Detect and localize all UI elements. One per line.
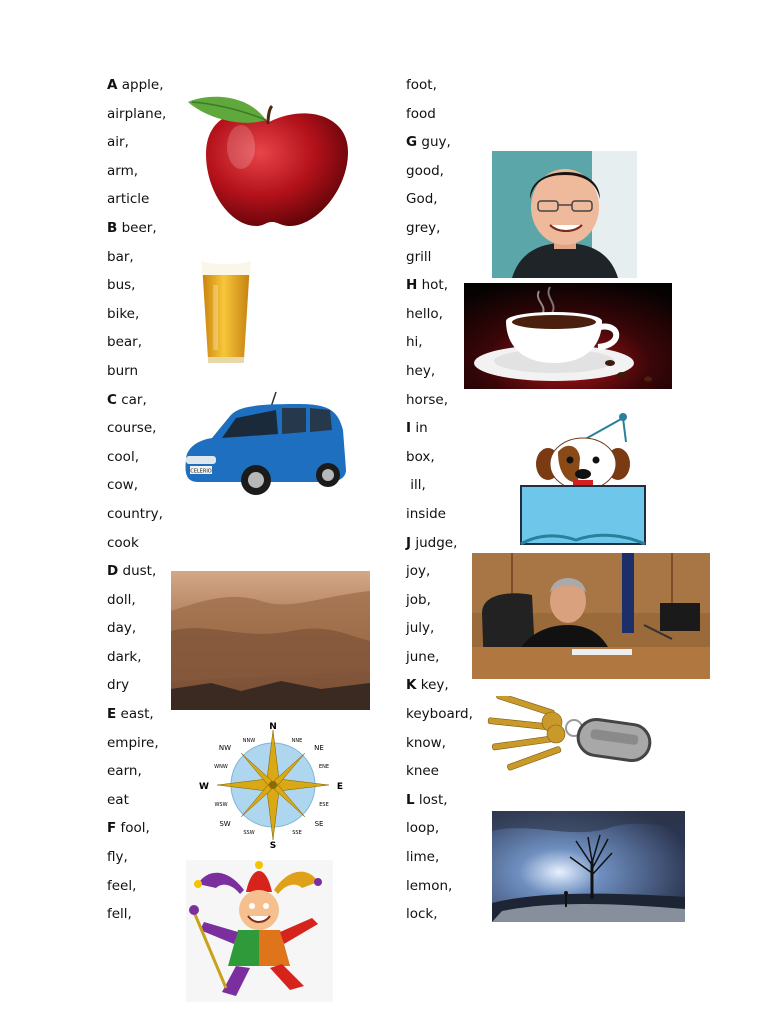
- word-text: judge,: [411, 534, 458, 551]
- word-text: hey,: [406, 362, 436, 379]
- letter-heading: K: [406, 677, 417, 694]
- word-item: [107, 160, 166, 189]
- word-text: hi,: [406, 334, 423, 351]
- compass-ene: ENE: [318, 764, 330, 770]
- word-item: [406, 903, 473, 932]
- compass-nne: NNE: [291, 738, 303, 744]
- word-text: keyboard,: [406, 706, 473, 723]
- word-text: horse,: [406, 391, 448, 408]
- word-item: [406, 560, 473, 589]
- letter-heading: C: [107, 391, 117, 408]
- word-text: loop,: [406, 820, 440, 837]
- compass-wnw: WNW: [214, 764, 228, 770]
- letter-heading: L: [406, 791, 415, 808]
- word-item: [107, 903, 166, 932]
- word-text: hot,: [417, 277, 449, 294]
- word-text: job,: [406, 591, 431, 608]
- word-text: grey,: [406, 219, 441, 236]
- word-text: know,: [406, 734, 446, 751]
- word-text: dust,: [118, 563, 157, 580]
- car-plate: CELERIO: [190, 468, 212, 475]
- word-text: july,: [406, 620, 435, 637]
- word-text: dry: [107, 677, 130, 694]
- compass-nw: NW: [218, 744, 232, 752]
- judge-image: [472, 553, 710, 679]
- compass-sw: SW: [219, 820, 231, 828]
- word-text: bar,: [107, 248, 134, 265]
- word-text: june,: [406, 648, 440, 665]
- car-image: [178, 390, 350, 502]
- jester-image: [186, 860, 333, 1002]
- word-text: eat: [107, 791, 129, 808]
- word-text: ill,: [406, 477, 426, 494]
- word-item: [406, 646, 473, 675]
- word-item: [406, 589, 473, 618]
- word-item: [406, 188, 473, 217]
- word-item: [406, 217, 473, 246]
- word-item: [107, 789, 166, 818]
- word-item: [107, 646, 166, 675]
- word-item: [406, 674, 473, 703]
- word-item: [406, 417, 473, 446]
- word-text: east,: [116, 706, 154, 723]
- word-item: [107, 217, 166, 246]
- word-item: [107, 131, 166, 160]
- compass-e: E: [336, 782, 344, 792]
- word-text: lime,: [406, 849, 440, 866]
- letter-heading: A: [107, 77, 118, 93]
- word-text: country,: [107, 505, 163, 522]
- compass-ne: NE: [314, 744, 324, 752]
- word-text: burn: [107, 362, 138, 379]
- word-text: article: [107, 191, 150, 208]
- word-text: inside: [406, 505, 446, 522]
- word-text: air,: [107, 134, 129, 151]
- letter-heading: B: [107, 219, 118, 236]
- word-item: [107, 446, 166, 475]
- letter-heading: I: [406, 420, 412, 437]
- word-item: [406, 846, 473, 875]
- word-item: [107, 617, 166, 646]
- word-text: fell,: [107, 906, 132, 923]
- word-item: [406, 274, 473, 303]
- word-item: [406, 103, 473, 132]
- right-word-list: [406, 74, 473, 932]
- keys-image: [486, 696, 654, 780]
- compass-n: N: [269, 722, 277, 732]
- word-text: bear,: [107, 334, 142, 351]
- word-text: cook: [107, 534, 139, 551]
- word-text: grill: [406, 248, 432, 265]
- compass-image: [197, 718, 349, 853]
- compass-ssw: SSW: [243, 830, 255, 836]
- word-item: [107, 389, 166, 418]
- word-text: fly,: [107, 849, 128, 866]
- word-item: [107, 103, 166, 132]
- letter-heading: G: [406, 134, 418, 151]
- word-text: joy,: [406, 563, 431, 580]
- word-text: day,: [107, 620, 137, 637]
- compass-sse: SSE: [292, 830, 302, 836]
- word-text: guy,: [417, 134, 451, 151]
- word-item: [406, 703, 473, 732]
- word-text: lock,: [406, 906, 438, 923]
- word-item: [107, 532, 166, 561]
- word-text: cow,: [107, 477, 139, 494]
- word-text: foot,: [406, 77, 437, 93]
- word-text: arm,: [107, 162, 139, 179]
- man-portrait-image: [492, 151, 637, 278]
- word-item: [107, 560, 166, 589]
- word-text: car,: [116, 391, 147, 408]
- word-item: [406, 74, 473, 103]
- word-item: [107, 74, 166, 103]
- dog-in-box-image: [518, 412, 648, 548]
- beer-image: [158, 255, 293, 373]
- compass-nnw: NNW: [242, 738, 256, 744]
- letter-heading: H: [406, 277, 418, 294]
- compass-s: S: [269, 841, 277, 851]
- word-item: [107, 846, 166, 875]
- word-text: beer,: [117, 219, 157, 236]
- word-item: [107, 589, 166, 618]
- word-item: [406, 160, 473, 189]
- word-item: [406, 331, 473, 360]
- word-item: [406, 360, 473, 389]
- word-item: [406, 303, 473, 332]
- lost-landscape-image: [492, 811, 685, 922]
- dust-storm-image: [171, 571, 370, 710]
- word-item: [107, 188, 166, 217]
- word-text: hello,: [406, 305, 443, 322]
- word-text: bike,: [107, 305, 140, 322]
- word-text: empire,: [107, 734, 159, 751]
- word-item: [406, 246, 473, 275]
- word-item: [406, 789, 473, 818]
- letter-heading: E: [107, 706, 117, 723]
- compass-wsw: WSW: [214, 802, 228, 808]
- word-text: feel,: [107, 877, 137, 894]
- word-item: [406, 131, 473, 160]
- left-word-list: [107, 74, 166, 932]
- compass-se: SE: [314, 820, 324, 828]
- word-item: [107, 875, 166, 904]
- coffee-cup-image: [464, 283, 672, 389]
- word-text: airplane,: [107, 105, 167, 122]
- word-item: [107, 474, 166, 503]
- word-text: box,: [406, 448, 435, 465]
- word-text: dark,: [107, 648, 142, 665]
- word-text: food: [406, 105, 436, 122]
- apple-image: [186, 92, 351, 232]
- word-text: knee: [406, 763, 439, 780]
- word-text: course,: [107, 420, 157, 437]
- word-item: [107, 817, 166, 846]
- word-text: lost,: [414, 791, 448, 808]
- word-text: apple,: [117, 77, 164, 93]
- word-text: good,: [406, 162, 444, 179]
- word-item: [107, 760, 166, 789]
- word-text: bus,: [107, 277, 136, 294]
- word-text: doll,: [107, 591, 136, 608]
- letter-heading: J: [406, 534, 412, 551]
- word-item: [107, 732, 166, 761]
- word-text: God,: [406, 191, 438, 208]
- word-text: earn,: [107, 763, 142, 780]
- compass-w: W: [199, 782, 209, 792]
- letter-heading: F: [107, 820, 117, 837]
- word-item: [406, 875, 473, 904]
- word-text: in: [411, 420, 428, 437]
- word-item: [406, 732, 473, 761]
- word-text: cool,: [107, 448, 139, 465]
- word-item: [107, 703, 166, 732]
- word-item: [406, 446, 473, 475]
- word-item: [107, 674, 166, 703]
- letter-heading: D: [107, 563, 119, 580]
- word-item: [406, 474, 473, 503]
- word-item: [406, 817, 473, 846]
- word-text: lemon,: [406, 877, 453, 894]
- word-item: [406, 389, 473, 418]
- word-item: [107, 417, 166, 446]
- word-text: key,: [416, 677, 449, 694]
- word-item: [406, 532, 473, 561]
- compass-ese: ESE: [319, 802, 329, 808]
- word-item: [406, 760, 473, 789]
- word-item: [406, 503, 473, 532]
- word-item: [406, 617, 473, 646]
- word-item: [107, 503, 166, 532]
- word-text: fool,: [116, 820, 150, 837]
